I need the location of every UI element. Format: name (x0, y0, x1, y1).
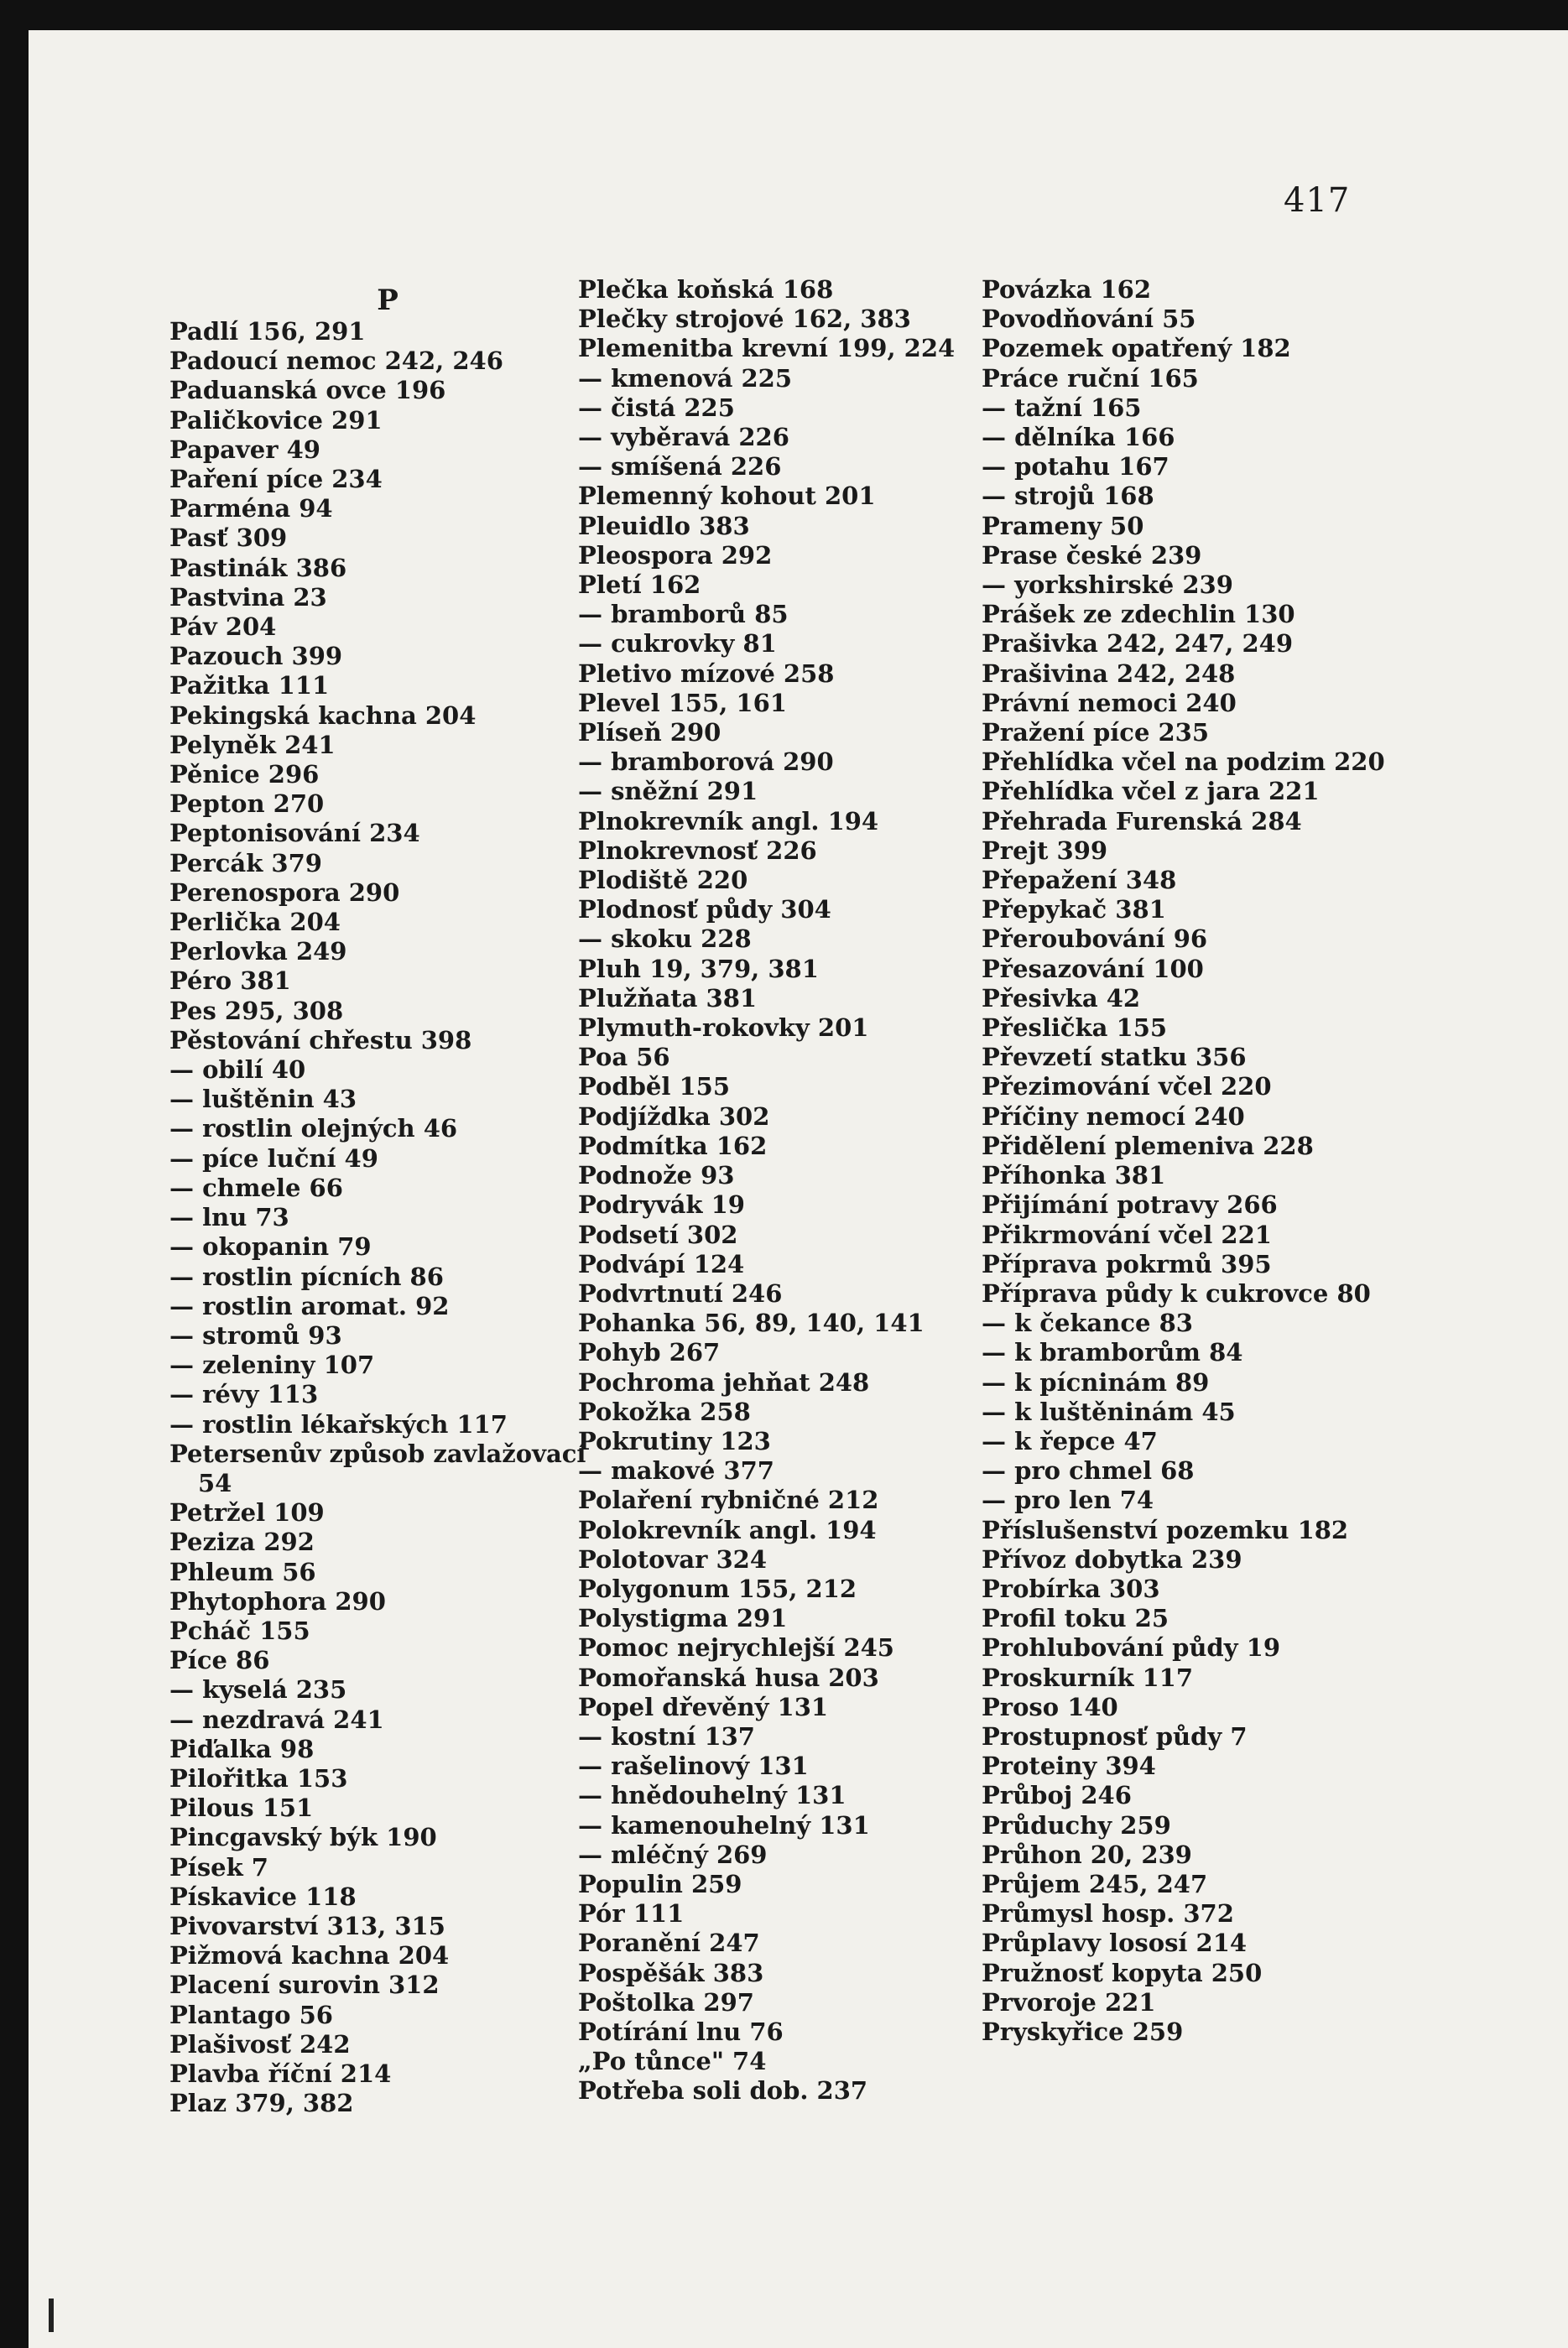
index-entry: Přidělení plemeniva 228 (982, 1131, 1314, 1160)
index-entry: Parména 94 (169, 494, 333, 523)
index-entry: Plužňata 381 (578, 983, 758, 1013)
index-entry: Pohyb 267 (578, 1338, 721, 1367)
index-subentry: — mléčný 269 (578, 1840, 768, 1869)
index-entry: Podryvák 19 (578, 1190, 745, 1220)
index-entry: Pluh 19, 379, 381 (578, 954, 819, 983)
index-subentry: — kyselá 235 (169, 1675, 347, 1705)
index-subentry: — sněžní 291 (578, 777, 758, 806)
index-entry: Pižmová kachna 204 (169, 1941, 450, 1971)
index-entry: Padlí 156, 291 (169, 317, 366, 346)
index-entry: „Po tůnce" 74 (578, 2047, 767, 2076)
index-entry: Přepykač 381 (982, 895, 1166, 924)
index-entry: Pincgavský býk 190 (169, 1823, 437, 1852)
index-entry: Paření píce 234 (169, 465, 383, 494)
index-subentry: — k řepce 47 (982, 1426, 1158, 1455)
index-entry: Pastvina 23 (169, 582, 327, 612)
index-entry: Percák 379 (169, 848, 322, 877)
index-entry: Pažitka 111 (169, 671, 330, 700)
index-entry: Potírání lnu 76 (578, 2017, 784, 2046)
index-entry: Příčiny nemocí 240 (982, 1101, 1245, 1131)
index-subentry: — kamenouhelný 131 (578, 1810, 870, 1840)
index-entry: Plašivosť 242 (169, 2029, 351, 2059)
index-entry: Pepton 270 (169, 789, 325, 819)
index-subentry: — čistá 225 (578, 393, 735, 422)
index-entry: Prašivka 242, 247, 249 (982, 629, 1294, 659)
index-entry: Přeroubování 96 (982, 924, 1208, 954)
index-entry: Popel dřevěný 131 (578, 1692, 829, 1721)
index-entry: Průmysl hosp. 372 (982, 1899, 1234, 1929)
index-entry: Populin 259 (578, 1869, 742, 1898)
index-entry: Podvrtnutí 246 (578, 1278, 783, 1308)
index-entry: Petersenův způsob zavlažovací 54 (169, 1439, 586, 1497)
index-entry: Přesazování 100 (982, 954, 1204, 983)
index-entry: Pospěšák 383 (578, 1958, 764, 1987)
index-entry: Prašivina 242, 248 (982, 659, 1236, 688)
index-entry: Plemenitba krevní 199, 224 (578, 334, 956, 363)
index-entry: Průduchy 259 (982, 1810, 1171, 1840)
index-subentry: — rašelinový 131 (578, 1752, 809, 1781)
index-entry: Příhonka 381 (982, 1161, 1166, 1190)
index-entry: Přijímání potravy 266 (982, 1190, 1278, 1220)
index-entry: Přehlídka včel z jara 221 (982, 777, 1320, 806)
index-entry: Přesivka 42 (982, 983, 1141, 1013)
index-column-1 (169, 284, 606, 2118)
index-entry: Příslušenství pozemku 182 (982, 1515, 1349, 1544)
index-entry: Péro 381 (169, 966, 291, 996)
index-entry: Prameny 50 (982, 511, 1144, 540)
index-subentry: — kostní 137 (578, 1721, 755, 1751)
index-subentry: — okopanin 79 (169, 1232, 372, 1262)
index-entry: Plečky strojové 162, 383 (578, 305, 911, 334)
index-entry: Peziza 292 (169, 1528, 315, 1557)
index-entry: Plevel 155, 161 (578, 688, 787, 717)
index-subentry: — skoku 228 (578, 924, 752, 954)
index-entry: Phleum 56 (169, 1557, 316, 1586)
index-subentry: — rostlin aromat. 92 (169, 1291, 450, 1320)
index-entry: Poranění 247 (578, 1929, 760, 1958)
index-entry: Průplavy lososí 214 (982, 1929, 1248, 1958)
index-subentry: — píce luční 49 (169, 1143, 378, 1173)
index-subentry: — strojů 168 (982, 482, 1154, 511)
index-entry: Prohlubování půdy 19 (982, 1633, 1281, 1663)
index-entry: Proskurník 117 (982, 1663, 1194, 1692)
index-entry: Průboj 246 (982, 1781, 1132, 1810)
index-subentry: — obilí 40 (169, 1055, 306, 1085)
index-column-3 (982, 275, 1418, 2047)
index-entry: Plnokrevník angl. 194 (578, 806, 879, 836)
index-entry: Pražení píce 235 (982, 718, 1210, 747)
index-entry: Pekingská kachna 204 (169, 700, 477, 730)
index-entry: Prášek ze zdechlin 130 (982, 600, 1295, 629)
index-entry: Plantago 56 (169, 2000, 333, 2029)
index-entry: Pleospora 292 (578, 540, 773, 570)
index-subentry: — rostlin lékařských 117 (169, 1409, 508, 1439)
index-entry: Placení surovin 312 (169, 1971, 440, 2000)
index-entry: Podnože 93 (578, 1161, 735, 1190)
index-subentry: — nezdravá 241 (169, 1705, 384, 1734)
index-subentry: — vyběravá 226 (578, 423, 789, 452)
index-subentry: — k pícninám 89 (982, 1367, 1210, 1397)
index-entry: Plodnosť půdy 304 (578, 895, 831, 924)
index-subentry: — makové 377 (578, 1456, 774, 1486)
index-entry: Prvoroje 221 (982, 1987, 1156, 2017)
index-entry: Přeslička 155 (982, 1013, 1168, 1043)
index-subentry: — zeleniny 107 (169, 1351, 375, 1380)
index-entry: Přehrada Furenská 284 (982, 806, 1302, 836)
index-subentry: — cukrovky 81 (578, 629, 777, 659)
index-entry: Průjem 245, 247 (982, 1869, 1208, 1898)
index-entry: Přikrmování včel 221 (982, 1220, 1272, 1249)
index-entry: Plnokrevnosť 226 (578, 836, 817, 865)
index-subentry: — pro len 74 (982, 1486, 1154, 1515)
index-subentry: — bramborů 85 (578, 600, 789, 629)
index-entry: Prase české 239 (982, 540, 1202, 570)
book-page (29, 30, 1568, 2348)
index-subentry: — yorkshirské 239 (982, 570, 1233, 600)
index-entry: Pokrutiny 123 (578, 1426, 771, 1455)
index-entry: Prostupnosť půdy 7 (982, 1721, 1248, 1751)
index-entry: Převzetí statku 356 (982, 1043, 1247, 1072)
index-subentry: — tažní 165 (982, 393, 1142, 422)
index-subentry: — stromů 93 (169, 1320, 342, 1350)
index-entry: Pleuidlo 383 (578, 511, 750, 540)
index-entry: Pryskyřice 259 (982, 2017, 1184, 2046)
section-letter: P (377, 284, 399, 317)
index-entry: Peptonisování 234 (169, 819, 420, 848)
index-entry: Příprava půdy k cukrovce 80 (982, 1278, 1371, 1308)
index-entry: Paličkovice 291 (169, 405, 383, 435)
index-entry: Pletivo mízové 258 (578, 659, 835, 688)
index-entry: Pelyněk 241 (169, 730, 336, 759)
index-entry: Pružnosť kopyta 250 (982, 1958, 1263, 1987)
index-entry: Pilous 151 (169, 1794, 314, 1823)
index-entry: Papaver 49 (169, 435, 320, 464)
index-entry: Plodiště 220 (578, 866, 748, 895)
index-entry: Přepažení 348 (982, 866, 1177, 895)
index-entry: Polotovar 324 (578, 1544, 768, 1574)
index-subentry: — k bramborům 84 (982, 1338, 1243, 1367)
index-entry: Piďalka 98 (169, 1734, 315, 1763)
index-subentry: — k luštěninám 45 (982, 1397, 1236, 1426)
index-subentry: — smíšená 226 (578, 452, 782, 482)
index-entry: Pomořanská husa 203 (578, 1663, 879, 1692)
index-entry: Plečka koňská 168 (578, 275, 834, 304)
index-entry: Podsetí 302 (578, 1220, 738, 1249)
index-entry: Podvápí 124 (578, 1249, 745, 1278)
index-entry: Pazouch 399 (169, 642, 343, 671)
index-entry: Podjíždka 302 (578, 1101, 770, 1131)
index-entry: Perenospora 290 (169, 877, 400, 907)
index-subentry: — rostlin olejných 46 (169, 1114, 458, 1143)
index-entry: Pletí 162 (578, 570, 701, 600)
index-entry: Příprava pokrmů 395 (982, 1249, 1272, 1278)
index-entry: Profil toku 25 (982, 1604, 1169, 1633)
index-subentry: — révy 113 (169, 1380, 319, 1409)
index-entry: Polygonum 155, 212 (578, 1574, 857, 1603)
index-entry: Podmítka 162 (578, 1131, 768, 1160)
index-entry: Phytophora 290 (169, 1586, 386, 1616)
index-entry: Pasť 309 (169, 523, 288, 553)
index-entry: Poa 56 (578, 1043, 670, 1072)
index-entry: Přívoz dobytka 239 (982, 1544, 1242, 1574)
index-entry: Právní nemoci 240 (982, 688, 1237, 717)
index-entry: Proteiny 394 (982, 1752, 1156, 1781)
index-entry: Potřeba soli dob. 237 (578, 2076, 868, 2106)
scan-edge-mark (49, 2299, 54, 2332)
index-entry: Pohanka 56, 89, 140, 141 (578, 1309, 925, 1338)
index-entry: Proso 140 (982, 1692, 1118, 1721)
index-subentry: — potahu 167 (982, 452, 1169, 482)
index-entry: Pozemek opatřený 182 (982, 334, 1291, 363)
index-subentry: — bramborová 290 (578, 747, 834, 777)
index-entry: Prejt 399 (982, 836, 1108, 865)
index-entry: Pochroma jehňat 248 (578, 1367, 870, 1397)
index-entry: Plaz 379, 382 (169, 2089, 354, 2118)
index-entry: Paduanská ovce 196 (169, 376, 446, 405)
index-entry: Pěnice 296 (169, 760, 320, 789)
index-subentry: — dělníka 166 (982, 423, 1175, 452)
index-entry: Pokožka 258 (578, 1397, 751, 1426)
index-entry: Pilořitka 153 (169, 1763, 348, 1793)
index-entry: Pivovarství 313, 315 (169, 1911, 445, 1940)
index-entry: Průhon 20, 239 (982, 1840, 1192, 1869)
page-number: 417 (1284, 181, 1351, 220)
index-entry: Poštolka 297 (578, 1987, 754, 2017)
index-entry: Petržel 109 (169, 1498, 325, 1528)
index-entry: Píce 86 (169, 1646, 270, 1675)
index-entry: Pěstování chřestu 398 (169, 1025, 472, 1054)
index-entry: Polystigma 291 (578, 1604, 788, 1633)
index-entry: Přezimování včel 220 (982, 1072, 1272, 1101)
index-entry: Polaření rybničné 212 (578, 1486, 879, 1515)
index-entry: Plavba říční 214 (169, 2059, 392, 2088)
index-subentry: — k čekance 83 (982, 1309, 1193, 1338)
index-entry: Páv 204 (169, 612, 277, 642)
index-entry: Přehlídka včel na podzim 220 (982, 747, 1385, 777)
index-entry: Pcháč 155 (169, 1616, 310, 1645)
index-entry: Padoucí nemoc 242, 246 (169, 346, 503, 376)
index-entry: Plemenný kohout 201 (578, 482, 876, 511)
index-subentry: — chmele 66 (169, 1173, 343, 1202)
index-subentry: — pro chmel 68 (982, 1456, 1195, 1486)
index-subentry: — kmenová 225 (578, 363, 793, 393)
index-entry: Pastinák 386 (169, 553, 347, 582)
index-subentry: — rostlin pícních 86 (169, 1262, 444, 1291)
index-entry: Povázka 162 (982, 275, 1151, 304)
index-column-2 (578, 275, 1014, 2106)
index-entry: Podběl 155 (578, 1072, 731, 1101)
index-entry: Písek 7 (169, 1852, 268, 1882)
index-entry: Pes 295, 308 (169, 996, 344, 1025)
index-entry: Pór 111 (578, 1899, 685, 1929)
index-subentry: — lnu 73 (169, 1203, 289, 1232)
index-entry: Polokrevník angl. 194 (578, 1515, 877, 1544)
index-subentry: — luštěnin 43 (169, 1085, 357, 1114)
index-entry: Perlovka 249 (169, 937, 347, 966)
index-entry: Perlička 204 (169, 908, 341, 937)
index-entry: Probírka 303 (982, 1574, 1160, 1603)
index-entry: Pískavice 118 (169, 1882, 357, 1911)
index-entry: Práce ruční 165 (982, 363, 1199, 393)
index-entry: Plíseň 290 (578, 718, 721, 747)
index-entry: Pomoc nejrychlejší 245 (578, 1633, 894, 1663)
index-entry: Plymuth-rokovky 201 (578, 1013, 869, 1043)
index-subentry: — hnědouhelný 131 (578, 1781, 847, 1810)
index-entry: Povodňování 55 (982, 305, 1196, 334)
